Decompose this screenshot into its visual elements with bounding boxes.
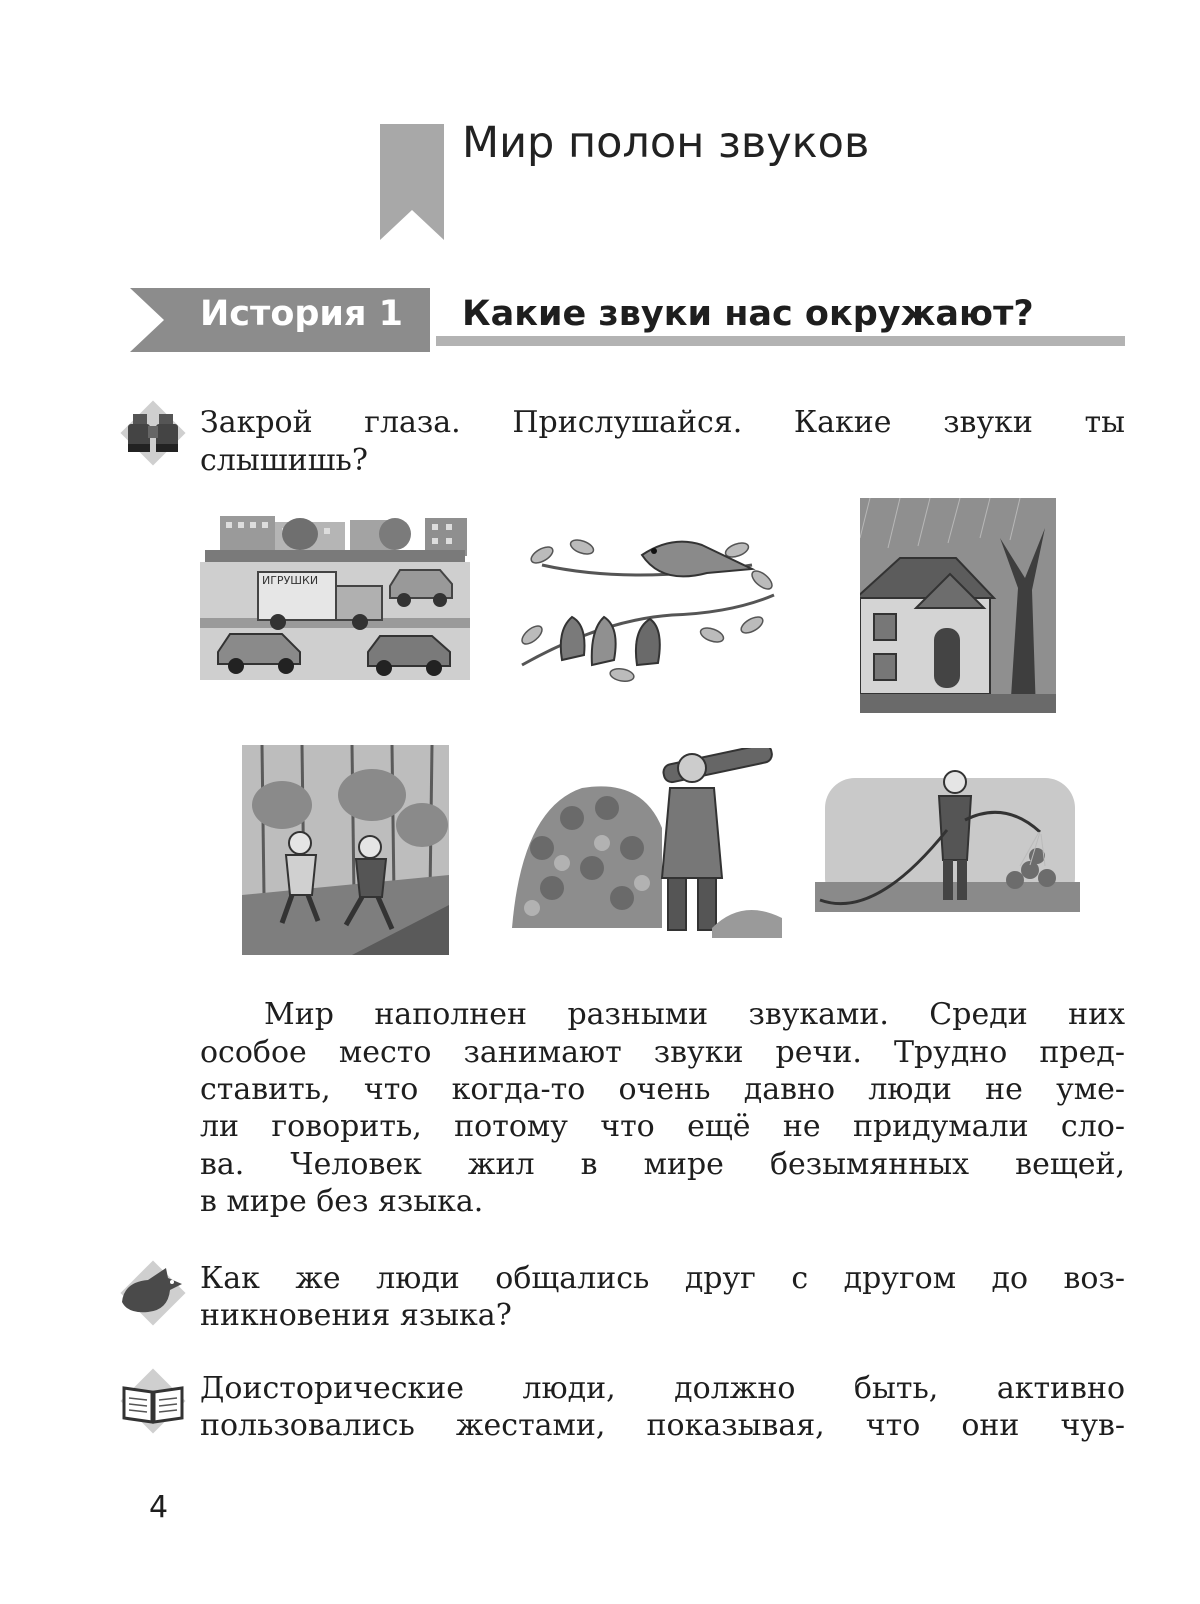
- rainy-house-illustration: [860, 498, 1056, 713]
- story-label: История 1: [200, 294, 403, 334]
- paragraph-line-2: особое место занимают звуки речи. Трудно пред-: [200, 1035, 1125, 1070]
- question-line-1: Как же люди общались друг с другом до воз-: [200, 1261, 1125, 1296]
- reading-line-1: Доисторические люди, должно быть, активно: [200, 1371, 1125, 1406]
- book-icon: [114, 1362, 192, 1440]
- paragraph-line-1: Мир наполнен разными звуками. Среди них: [264, 997, 1125, 1032]
- task1-line-1: Закрой глаза. Прислушайся. Какие звуки ты: [200, 405, 1125, 440]
- story-title: Какие звуки нас окружают?: [462, 294, 1034, 334]
- reading-line-2: пользовались жестами, показывая, что они чув-: [200, 1408, 1125, 1443]
- fox-icon: [114, 1254, 192, 1332]
- paragraph-line-6: в мире без языка.: [200, 1184, 484, 1219]
- paragraph-line-3: ставить, что когда-то очень давно люди не уме-: [200, 1072, 1125, 1107]
- city-street-illustration: [200, 512, 470, 690]
- birds-illustration: [512, 525, 780, 690]
- chapter-title: Мир полон звуков: [462, 118, 870, 168]
- binoculars-icon: [114, 394, 192, 472]
- chapter-bookmark: [380, 124, 444, 240]
- page-number: 4: [149, 1490, 169, 1525]
- paragraph-line-4: ли говорить, потому что ещё не придумали сло-: [200, 1109, 1125, 1144]
- children-park-illustration: [242, 745, 449, 955]
- gardener-illustration: [815, 770, 1080, 922]
- task1-line-2: слышишь?: [200, 443, 368, 478]
- toy-truck-sign: ИГРУШКИ: [262, 574, 319, 587]
- paragraph-line-5: ва. Человек жил в мире безымянных вещей,: [200, 1147, 1125, 1182]
- leaf-blower-illustration: [512, 748, 782, 938]
- question-line-2: никновения языка?: [200, 1298, 512, 1333]
